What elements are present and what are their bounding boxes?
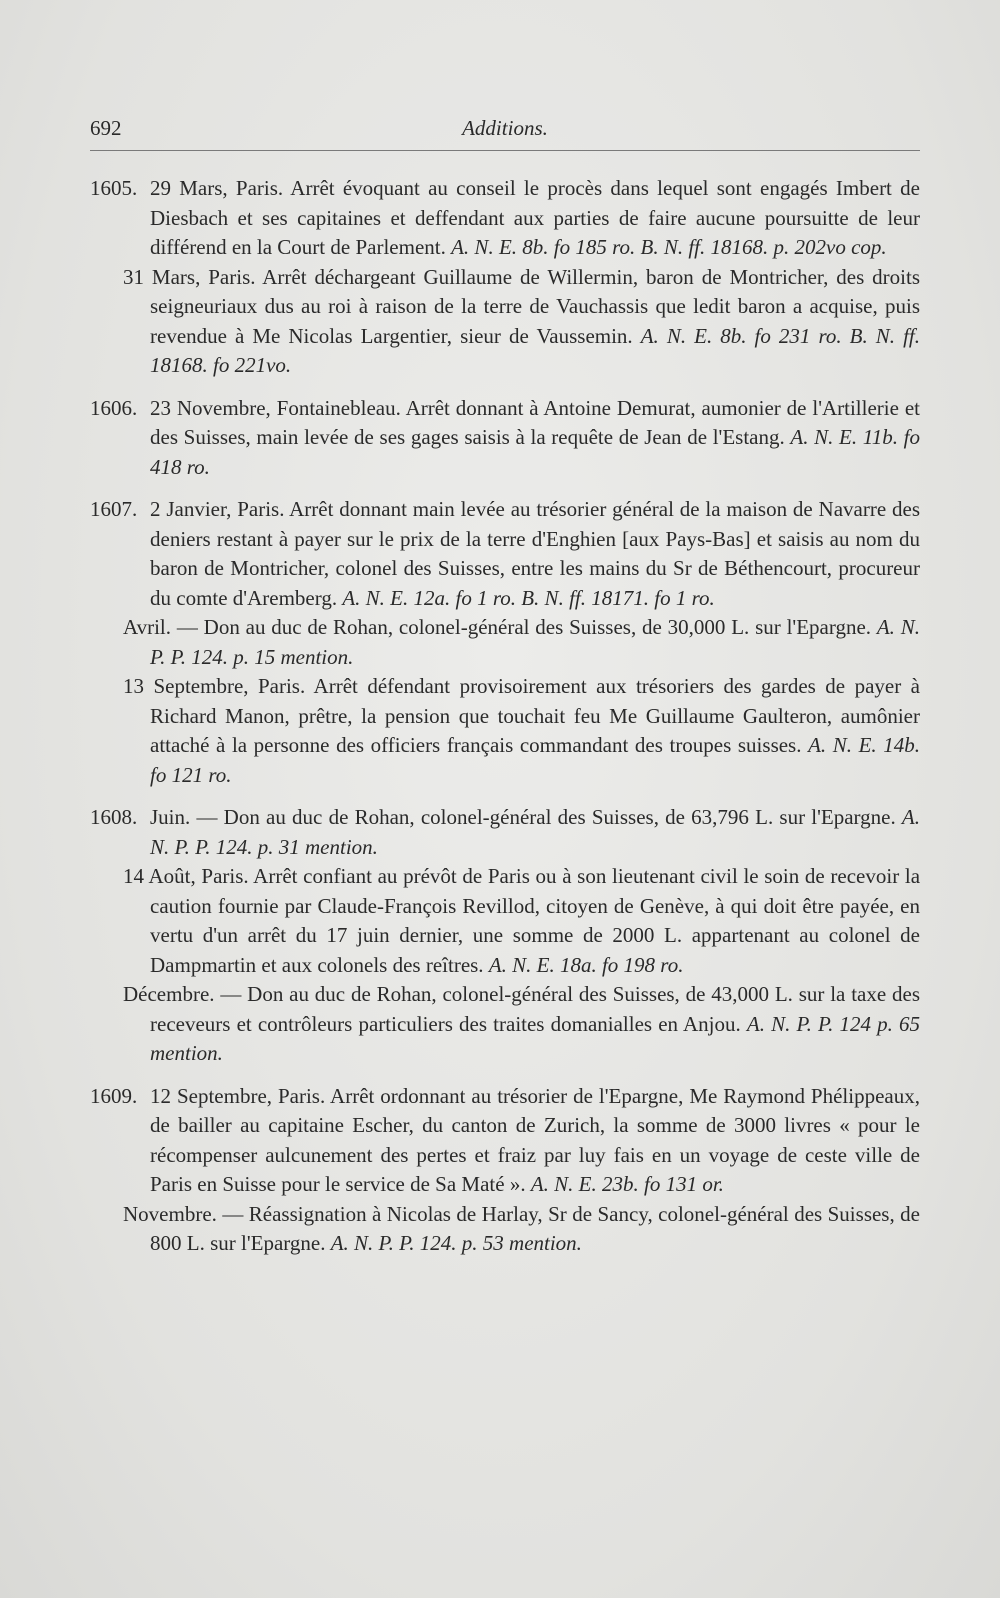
entry-reference: A. N. P. P. 124. p. 15 mention.	[150, 615, 920, 669]
entry-paragraph	[123, 613, 920, 672]
entry-year: 1605.	[90, 176, 138, 200]
entry-date: 12 Septembre, Paris.	[150, 1083, 326, 1108]
entry-paragraph	[123, 263, 920, 381]
entry	[90, 174, 920, 263]
entry-text: — Don au duc de Rohan, colonel-général des Suisses, de 30,000 L. sur l'Epargne.	[171, 615, 877, 639]
entry-reference: A. N. E. 8b. fo 185 ro. B. N. ff. 18168. p. 202vo cop.	[451, 235, 887, 259]
entry-paragraph	[123, 862, 921, 980]
entry-text: Arrêt déchargeant Guillaume de Willermin, baron de Montricher, des droits seigneuriaux dus au roi à raison de la terre de Vauchassis que ledit baron a acquise, puis revendue à Me Nicolas Largentier, sieur de Vaussemin.	[150, 264, 920, 348]
year-group	[90, 394, 920, 483]
entry-reference: A. N. E. 23b. fo 131 or.	[530, 1172, 724, 1196]
entry-text: Arrêt ordonnant au trésorier de l'Epargne, Me Raymond Phélippeaux, de bailler au capitaine Escher, du canton de Zurich, la somme de 3000 livres « pour le récompenser aulcunement des pertes et fraiz par luy fais en un voyage de ceste ville de Paris en Suisse pour le service de Sa Maté ».	[150, 1083, 920, 1196]
entry-date: 31 Mars, Paris.	[123, 264, 256, 289]
entry-reference: A. N. P. P. 124 p. 65 mention.	[150, 1011, 920, 1065]
entry-paragraph	[123, 1200, 920, 1259]
entry	[90, 1082, 920, 1200]
entry	[90, 495, 920, 613]
entry	[90, 1200, 920, 1259]
entry	[90, 613, 920, 672]
entry	[90, 862, 920, 980]
entry-paragraph	[150, 1082, 920, 1200]
year-group	[90, 495, 920, 790]
entry-date: Novembre.	[123, 1201, 217, 1226]
entry-date: Décembre.	[123, 982, 215, 1006]
year-group	[90, 1082, 920, 1259]
entry-reference: A. N. E. 11b. fo 418 ro.	[150, 425, 920, 479]
entry	[90, 980, 920, 1069]
entry-paragraph	[150, 803, 920, 862]
entry-text: Arrêt donnant à Antoine Demurat, aumonier de l'Artillerie et des Suisses, main levée de ses gages saisis à la requête de Jean de l'Estang.	[150, 395, 920, 449]
page-header	[90, 116, 920, 146]
entry-text: Arrêt donnant main levée au trésorier général de la maison de Navarre des deniers restant à payer sur le prix de la terre d'Enghien [aux Pays-Bas] et saisis au nom du baron de Montricher, colonel des Suisses, entre les mains du Sr de Béthencourt, procureur du comte d'Aremberg.	[150, 497, 920, 610]
entry-date: 29 Mars, Paris.	[150, 176, 284, 200]
entry-reference: A. N. E. 12a. fo 1 ro. B. N. ff. 18171. fo 1 ro.	[342, 585, 715, 610]
entry-year: 1606.	[90, 395, 138, 420]
entry-reference: A. N. E. 18a. fo 198 ro.	[488, 952, 684, 977]
entry	[90, 263, 920, 381]
entries-list	[90, 174, 920, 1272]
entry-paragraph	[150, 495, 920, 613]
year-group	[90, 174, 920, 381]
entry-text: — Réassignation à Nicolas de Harlay, Sr de Sancy, colonel-général des Suisses, de 800 L. sur l'Epargne.	[150, 1201, 920, 1255]
entry-date: 14 Août, Paris.	[123, 864, 249, 888]
entry-paragraph	[123, 672, 920, 790]
entry-date: Avril.	[123, 615, 172, 639]
entry-date: 2 Janvier, Paris.	[150, 497, 285, 521]
entry-paragraph	[150, 394, 920, 483]
page-number: 692	[90, 116, 122, 140]
entry-text: — Don au duc de Rohan, colonel-général des Suisses, de 63,796 L. sur l'Epargne.	[190, 805, 902, 829]
running-title: Additions.	[462, 116, 548, 140]
entry-date: Juin.	[150, 805, 191, 829]
entry-text: — Don au duc de Rohan, colonel-général des Suisses, de 43,000 L. sur la taxe des receveurs et contrôleurs particuliers des traites domanialles en Anjou.	[150, 982, 920, 1036]
entry-text: Arrêt évoquant au conseil le procès dans lequel sont engagés Imbert de Diesbach et ses capitaines et deffendant aux parties de faire aucune poursuitte de leur différend en la Court de Parlement.	[150, 176, 920, 259]
entry-date: 13 Septembre, Paris.	[123, 674, 306, 698]
year-group	[90, 803, 920, 1069]
entry-text: Arrêt défendant provisoirement aux trésoriers des gardes de payer à Richard Manon, prêtre, la pension que touchait feu Me Guillaume Gaulteron, aumônier attaché à la personne des officiers français commandant des troupes suisses.	[150, 674, 920, 757]
entry-year: 1607.	[90, 497, 138, 521]
entry	[90, 672, 920, 790]
entry-reference: A. N. E. 14b. fo 121 ro.	[150, 733, 920, 787]
entry-paragraph	[150, 174, 920, 263]
entry-date: 23 Novembre, Fontainebleau.	[150, 395, 401, 420]
entry-reference: A. N. P. P. 124. p. 31 mention.	[150, 805, 920, 859]
entry-reference: A. N. P. P. 124. p. 53 mention.	[330, 1231, 582, 1255]
entry-paragraph	[123, 980, 920, 1069]
entry-text: Arrêt confiant au prévôt de Paris ou à son lieutenant civil le soin de recevoir la caution fournie par Claude-François Revillod, citoyen de Genève, à qui doit être payée, en vertu d'un arrêt du 17 juin dernier, une somme de 2000 L. appartenant au colonel de Dampmartin et aux colonels des reîtres.	[150, 864, 921, 977]
header-rule	[90, 150, 920, 151]
entry	[90, 394, 920, 483]
entry-year: 1609.	[90, 1083, 138, 1108]
entry-year: 1608.	[90, 805, 138, 829]
entry	[90, 803, 920, 862]
entry-reference: A. N. E. 8b. fo 231 ro. B. N. ff. 18168. fo 221vo.	[150, 323, 920, 377]
